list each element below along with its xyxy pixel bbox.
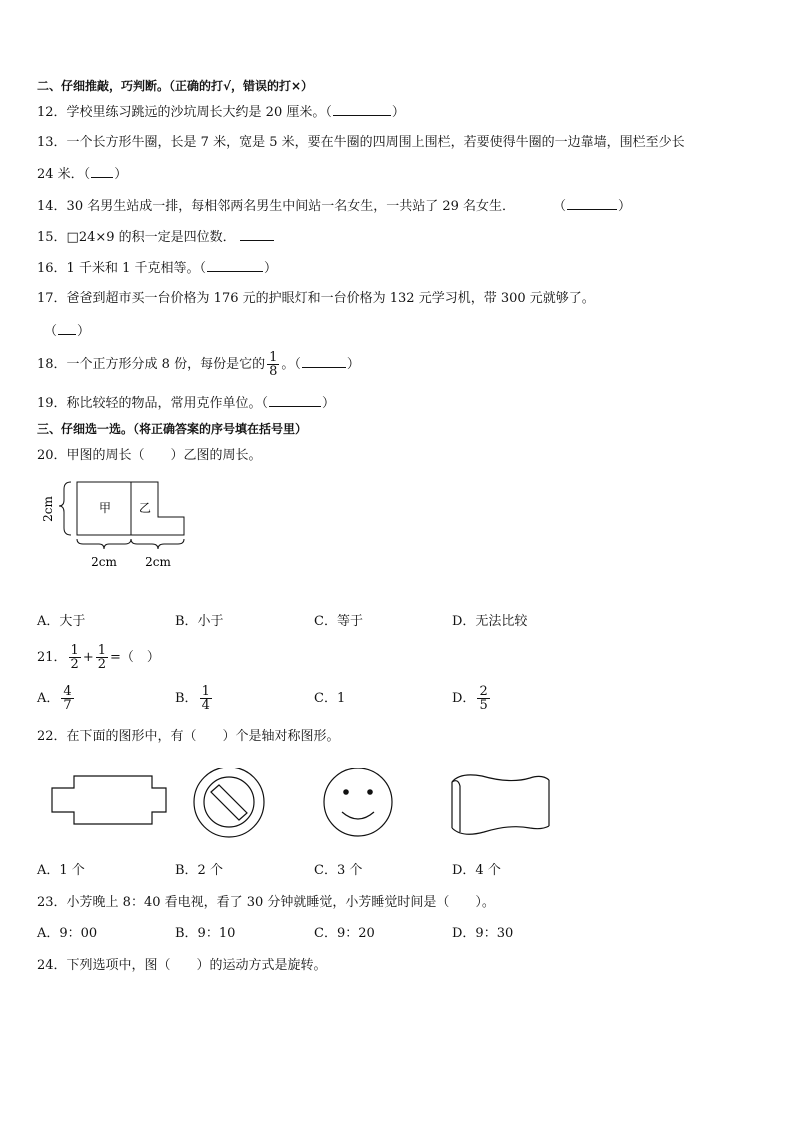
fraction-two-fifths (477, 685, 489, 712)
option-label: B． (175, 691, 198, 706)
cross-shape-icon (52, 776, 166, 824)
question-22: 22．在下面的图形中，有（ ）个是轴对称图形。 (37, 729, 340, 744)
height-brace (59, 482, 71, 535)
question-14 (37, 197, 631, 216)
q20-option-c[interactable]: C．等于 (314, 614, 363, 629)
q21-option-c[interactable] (314, 682, 345, 716)
option-label: A． (37, 691, 60, 706)
answer-blank-16[interactable] (207, 259, 263, 272)
fraction-numerator: 1 (269, 350, 278, 365)
fraction-denominator: 5 (479, 698, 488, 713)
q23-option-c[interactable]: C．9：20 (314, 926, 375, 941)
fraction-b (96, 644, 108, 671)
q21-option-a[interactable] (37, 682, 76, 716)
question-16-text: 16．1 千米和 1 千克相等。（ (37, 261, 206, 276)
question-12-text: 12．学校里练习跳远的沙坑周长大约是 20 厘米。（ (37, 105, 332, 120)
question-21 (37, 642, 160, 674)
q22-option-b[interactable]: B．2 个 (175, 863, 223, 878)
close-paren: ） (346, 357, 360, 372)
question-14-text: 14．30 名男生站成一排，每相邻两名男生中间站一名女生，一共站了 29 名女生． (37, 199, 516, 214)
question-17-line1: 17．爸爸到超市买一台价格为 176 元的护眼灯和一台价格为 132 元学习机，带 300 元就够了。 (37, 291, 595, 306)
open-paren: （ (553, 199, 567, 214)
smiley-face-icon (324, 768, 392, 836)
q20-option-a[interactable]: A．大于 (37, 614, 86, 629)
q23-option-d[interactable]: D．9：30 (452, 926, 514, 941)
bottom-left-label: 2cm (91, 555, 117, 569)
bottom-brace-left (77, 539, 131, 549)
close-paren: ） (618, 199, 632, 214)
question-12 (37, 103, 405, 122)
height-label: 2cm (41, 496, 55, 522)
open-paren: （ (44, 324, 58, 339)
bottom-right-label: 2cm (145, 555, 171, 569)
fraction-denominator: 7 (63, 698, 72, 713)
close-paren: ） (263, 261, 277, 276)
answer-blank-18[interactable] (302, 355, 346, 368)
q22-option-d[interactable]: D．4 个 (452, 863, 501, 878)
close-paren: ） (322, 396, 336, 411)
q22-option-a[interactable]: A．1 个 (37, 863, 85, 878)
close-paren: ） (391, 105, 405, 120)
close-paren: ） (114, 167, 128, 182)
question-16 (37, 259, 277, 278)
fraction-denominator: 2 (70, 657, 79, 672)
answer-blank-12[interactable] (333, 103, 391, 116)
q20-option-b[interactable]: B．小于 (175, 614, 224, 629)
option-label: C．1 (314, 691, 346, 706)
question-21-number: 21． (37, 650, 67, 665)
question-18 (37, 349, 360, 381)
q23-option-b[interactable]: B．9：10 (175, 926, 236, 941)
question-24: 24．下列选项中，图（ ）的运动方式是旋转。 (37, 958, 327, 973)
fraction-numerator: 2 (479, 684, 488, 699)
question-15 (37, 228, 275, 247)
question-17-line2 (44, 322, 90, 341)
q21-option-d[interactable] (452, 682, 492, 716)
fraction-a (69, 644, 81, 671)
answer-blank-15[interactable] (240, 228, 274, 241)
question-19-text: 19．称比较轻的物品，常用克作单位。（ (37, 396, 269, 411)
question-18-text: 18．一个正方形分成 8 份，每份是它的 (37, 357, 266, 372)
bottom-brace-right (131, 539, 184, 549)
fraction-four-sevenths (61, 685, 73, 712)
q22-option-c[interactable]: C．3 个 (314, 863, 363, 878)
section-heading-judge: 二、仔细推敲，巧判断。（正确的打√，错误的打×） (37, 79, 314, 93)
fraction-denominator: 2 (97, 657, 107, 672)
fraction-denominator: 8 (269, 364, 278, 379)
symmetry-shapes (40, 768, 560, 842)
equals-blank: =（ ） (110, 650, 160, 665)
fraction-one-fourth (200, 685, 212, 712)
fraction-one-eighth (267, 351, 279, 378)
question-13-text: 24 米．（ (37, 167, 91, 182)
q20-option-d[interactable]: D．无法比较 (452, 614, 528, 629)
question-15-text: 15．□24×9 的积一定是四位数． (37, 230, 236, 245)
question-18-tail: 。（ (281, 357, 301, 372)
fraction-numerator: 1 (201, 684, 210, 699)
question-20: 20．甲图的周长（ ）乙图的周长。 (37, 448, 262, 463)
answer-blank-13[interactable] (91, 165, 113, 178)
option-label: D． (452, 691, 476, 706)
fraction-numerator: 1 (70, 643, 79, 658)
q23-option-a[interactable]: A．9：00 (37, 926, 98, 941)
section-heading-choice: 三、仔细选一选。（将正确答案的序号填在括号里） (37, 422, 308, 436)
question-19 (37, 394, 335, 413)
shape-yi-label: 乙 (138, 501, 152, 515)
answer-blank-14[interactable] (567, 197, 617, 210)
question-23: 23．小芳晚上 8：40 看电视，看了 30 分钟就睡觉，小芳睡觉时间是（ ）。 (37, 895, 495, 910)
answer-blank-19[interactable] (269, 394, 321, 407)
fraction-denominator: 4 (201, 698, 210, 713)
wavy-flag-icon (452, 775, 549, 834)
shape-jia-label: 甲 (98, 501, 112, 515)
answer-blank-17[interactable] (58, 322, 76, 335)
q21-option-b[interactable] (175, 682, 214, 716)
fraction-numerator: 4 (63, 684, 72, 699)
perimeter-figure (38, 476, 198, 576)
question-13-line2 (37, 165, 127, 184)
plus-sign: + (82, 650, 94, 665)
close-paren: ） (77, 324, 91, 339)
no-entry-sign-icon (194, 768, 264, 837)
fraction-numerator: 1 (97, 643, 107, 658)
question-13-line1: 13．一个长方形牛圈，长是 7 米，宽是 5 米，要在牛圈的四周围上围栏，若要使得牛圈的一边靠墙，围栏至少长 (37, 135, 685, 150)
